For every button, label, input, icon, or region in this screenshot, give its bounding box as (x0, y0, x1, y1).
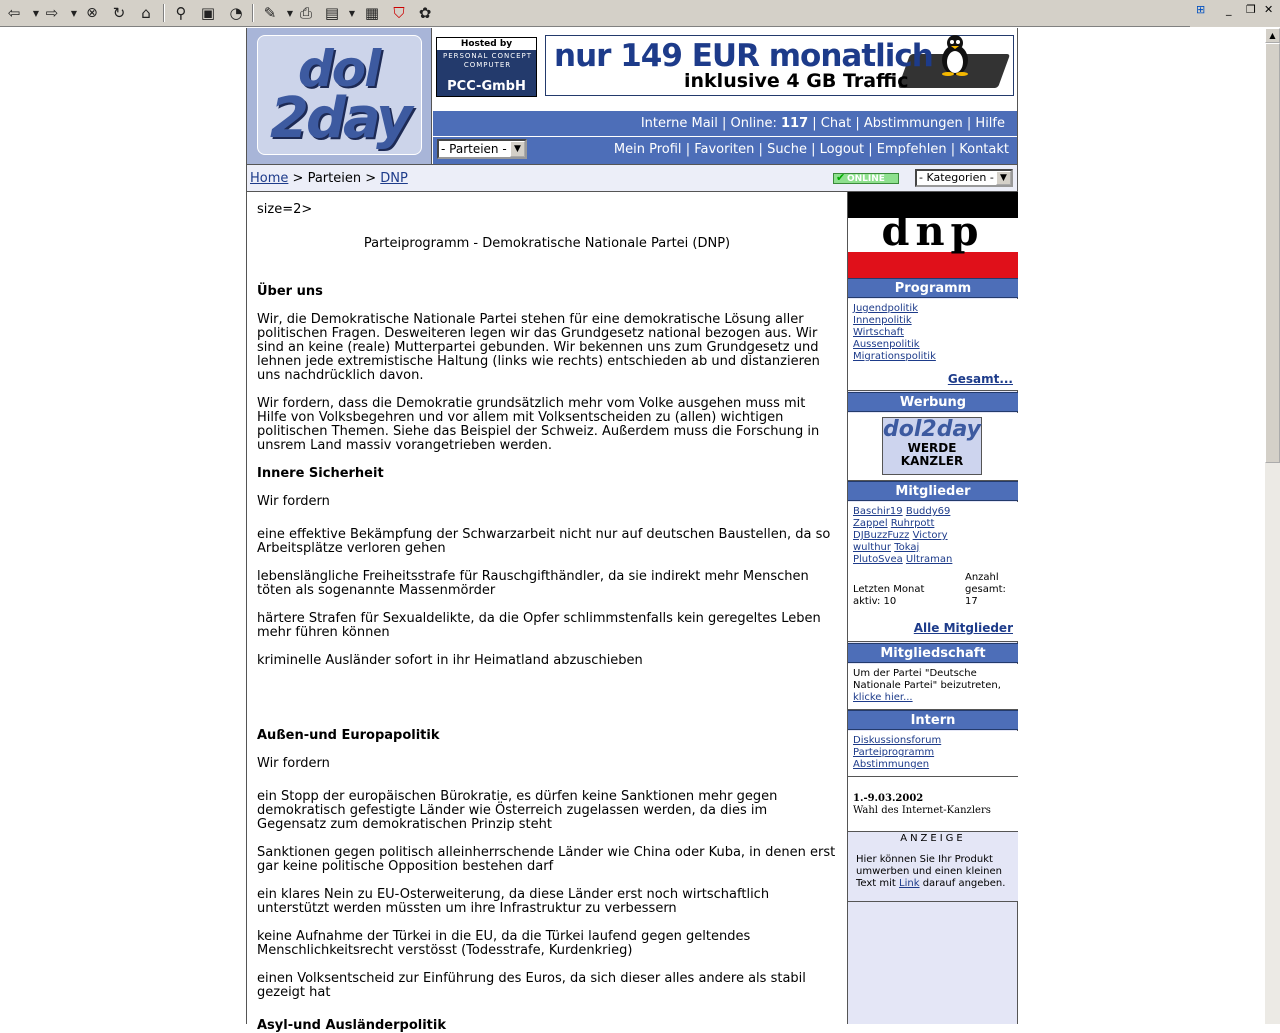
programm-link-migrationspolitik[interactable]: Migrationspolitik (853, 351, 936, 362)
close-icon[interactable]: ✕ (1264, 3, 1274, 16)
kategorien-select[interactable] (915, 169, 1013, 187)
list-item: lebenslängliche Freiheitsstrafe für Rauschgifthändler, da sie indirekt mehr Menschen töten als sogenannte Massenmörder (257, 569, 809, 598)
tasks-icon[interactable]: ▦ (364, 4, 380, 22)
paragraph: Wir fordern, dass die Demokratie grundsätzlich mehr vom Volke ausgehen muss mit Hilfe von Volksbegehren und vor allem mit Volksentscheiden zu (allen) wichtigen politischen Themen. Siehe das Beispiel der Schweiz. Außerdem muss die Forschung in unsrem Land massiv vorangetrieben werden. (257, 396, 820, 453)
member-total: Anzahl gesamt: 17 (965, 572, 1006, 607)
section-heading-innere-sicherheit: Innere Sicherheit (257, 466, 384, 481)
hosted-subtitle: PERSONAL CONCEPT COMPUTER (442, 52, 533, 69)
online-status-badge (833, 173, 899, 184)
section-heading-asylpolitik: Asyl-und Ausländerpolitik (257, 1018, 447, 1033)
scroll-thumb[interactable] (1265, 43, 1280, 463)
ad-text-1: WERDE (907, 441, 957, 455)
nav-hilfe[interactable]: Hilfe (975, 116, 1005, 131)
hosted-name: PCC-GmbH (447, 79, 526, 94)
member-link[interactable]: wulthur (853, 542, 892, 553)
top-nav: Interne Mail | Online: 117 | Chat | Abstimmungen | Hilfe (433, 110, 1017, 136)
member-link[interactable]: Victory (912, 530, 948, 541)
paragraph: Wir, die Demokratische Nationale Partei stehen für eine demokratische Lösung aller politischen Fragen. Desweiteren legen wir das Grundgesetz national bezogen aus. Wir sind an keine (reale) Mutterpartei gebunden. Wir bekennen uns zum Grundgesetz und lehnen jede extremistische Haltung (links wie rechts) entschieden ab und distanzieren uns nachdrücklich davon. (257, 312, 820, 383)
election-text: Wahl des Internet-Kanzlers (853, 805, 991, 816)
nav-logout[interactable]: Logout (819, 142, 865, 157)
bookmarks-icon[interactable]: ▣ (200, 4, 216, 22)
minimize-icon[interactable]: _ (1226, 3, 1232, 16)
security-icon[interactable]: ⛉ (393, 4, 405, 22)
list-item: ein klares Nein zu EU-Osterweiterung, da diese Länder erst noch wirtschaftlich unterstützt werden müssten um ihre Infrastruktur zu verbessern (257, 887, 770, 916)
page-title: Parteiprogramm - Demokratische Nationale Partei (DNP) (363, 236, 731, 251)
anzeige-heading: ANZEIGE (900, 833, 966, 844)
print-icon[interactable]: ⎙ (299, 4, 312, 22)
chevron-down-icon[interactable]: ▼ (996, 171, 1011, 185)
party-flag (848, 192, 1018, 278)
list-item: Sanktionen gegen politisch alleinherrschende Länder wie China oder Kuba, in denen erst gar keine politische Opposition bestehen darf (257, 845, 836, 874)
extension-icon[interactable]: ✿ (418, 4, 432, 22)
page (0, 28, 1265, 1033)
nav-empfehlen[interactable]: Empfehlen (876, 142, 947, 157)
banner-headline: nur 149 EUR monatlich (554, 38, 933, 74)
site-container (246, 28, 1018, 1033)
scrollbar[interactable] (1265, 28, 1280, 1024)
breadcrumb-dnp[interactable]: DNP (380, 171, 408, 186)
programm-link-wirtschaft[interactable]: Wirtschaft (853, 327, 904, 338)
raw-markup-text: size=2> (257, 202, 313, 217)
election-date: 1.-9.03.2002 (853, 793, 924, 804)
scroll-up-icon[interactable]: ▲ (1265, 28, 1280, 43)
werbung-box (848, 413, 1018, 481)
gesamt-link[interactable]: Gesamt... (947, 372, 1013, 386)
list-item: kriminelle Ausländer sofort in ihr Heimatland abzuschieben (257, 653, 643, 668)
werbung-heading: Werbung (848, 392, 1018, 412)
checkmark-icon: ✔ (836, 171, 846, 184)
windows-logo-icon: ⊞ (1196, 3, 1206, 16)
intern-link-parteiprogramm[interactable]: Parteiprogramm (853, 747, 935, 758)
alle-mitglieder-link[interactable]: Alle Mitglieder (913, 621, 1013, 635)
member-link[interactable]: PlutoSvea (853, 554, 903, 565)
intern-link-abstimmungen[interactable]: Abstimmungen (853, 759, 930, 770)
programm-link-aussenpolitik[interactable]: Aussenpolitik (853, 339, 920, 350)
programm-link-innenpolitik[interactable]: Innenpolitik (853, 315, 912, 326)
breadcrumb: Home > Parteien > DNP ✔ ONLINE - Kategorien - ▼ (247, 164, 1017, 192)
programm-heading: Programm (848, 278, 1018, 298)
join-link[interactable]: klicke hier... (853, 692, 913, 703)
member-link[interactable]: Ruhrpott (890, 518, 935, 529)
page-dropdown-icon[interactable]: ▼ (348, 8, 356, 18)
nav-kontakt[interactable]: Kontakt (959, 142, 1009, 157)
list-item: einen Volksentscheid zur Einführung des Euros, da sich dieser alles andere als stabil gezeigt hat (257, 971, 806, 1000)
logo-text-2: 2day (270, 86, 410, 151)
anzeige-text: Hier können Sie Ihr Produkt umwerben und einen kleinen Text mit (856, 854, 1003, 889)
election-box (848, 777, 1018, 832)
forward-icon[interactable]: ⇨ (45, 4, 59, 22)
nav-mein-profil[interactable]: Mein Profil (613, 142, 682, 157)
logo-area (247, 28, 432, 164)
section-heading-ueber-uns: Über uns (257, 284, 323, 299)
intern-link-diskussionsforum[interactable]: Diskussionsforum (853, 735, 942, 746)
list-item: keine Aufnahme der Türkei in die EU, da die Türkei laufend gegen geltendes Menschlichkeitsrecht verstösst (Todesstrafe, Kurdenkrieg) (257, 929, 751, 958)
programm-box (848, 299, 1018, 391)
mitglieder-box (848, 502, 1018, 642)
mitglieder-heading: Mitglieder (848, 481, 1018, 501)
nav-chat[interactable]: Chat (820, 116, 852, 131)
browser-toolbar (0, 0, 1280, 27)
home-icon[interactable]: ⌂ (141, 4, 151, 22)
nav-interne-mail[interactable]: Interne Mail (640, 116, 718, 131)
section-heading-aussenpolitik: Außen-und Europapolitik (257, 728, 440, 743)
mitgliedschaft-heading: Mitgliedschaft (848, 643, 1018, 663)
hosted-title: Hosted by (437, 38, 536, 50)
sidebar (847, 192, 1017, 1024)
restore-icon[interactable]: ❐ (1246, 3, 1256, 16)
kanzler-ad-button[interactable] (882, 417, 982, 475)
edit-dropdown-icon[interactable]: ▼ (286, 8, 294, 18)
member-link[interactable]: Tokaj (894, 542, 920, 553)
party-flag-text: dnp (881, 208, 985, 255)
anzeige-link[interactable]: Link (899, 878, 920, 889)
member-link[interactable]: Zappel (853, 518, 888, 529)
active-last-month: Letzten Monat aktiv: 10 (853, 584, 925, 607)
nav-suche[interactable]: Suche (767, 142, 807, 157)
window-controls (1190, 0, 1280, 27)
list-item: eine effektive Bekämpfung der Schwarzarbeit nicht nur auf deutschen Baustellen, da so Arbeitsplätze verloren gehen (257, 527, 831, 556)
online-badge-text: ONLINE (847, 174, 885, 184)
chevron-down-icon[interactable]: ▼ (510, 141, 525, 157)
user-nav: Mein Profil | Favoriten | Suche | Logout | Empfehlen | Kontakt (433, 136, 1017, 164)
tux-penguin-icon (938, 34, 972, 76)
page-icon[interactable]: ▤ (324, 4, 340, 22)
dol2day-logo[interactable] (257, 35, 422, 155)
ad-text-2: KANZLER (900, 454, 964, 468)
member-link[interactable]: Baschir19 (853, 506, 903, 517)
online-count: 117 (781, 116, 809, 131)
logo-text-1: dol (298, 40, 380, 98)
parteien-select[interactable] (437, 139, 527, 159)
main-content (257, 200, 837, 1033)
anzeige-box (848, 832, 1018, 902)
reload-icon[interactable]: ↻ (112, 4, 126, 22)
edit-icon[interactable]: ✎ (263, 4, 277, 22)
back-icon[interactable]: ⇦ (7, 4, 21, 22)
member-link[interactable]: DJBuzzFuzz (853, 530, 910, 541)
online-label: Online: (730, 116, 777, 131)
forward-dropdown-icon[interactable]: ▼ (70, 8, 78, 18)
parteien-select-value: - Parteien - (441, 142, 507, 156)
back-dropdown-icon[interactable]: ▼ (32, 8, 40, 18)
member-link[interactable]: Buddy69 (905, 506, 951, 517)
intern-box (848, 731, 1018, 777)
history-icon[interactable]: ◔ (229, 4, 243, 22)
breadcrumb-home[interactable]: Home (250, 171, 289, 186)
ad-logo-text: dol2day (883, 417, 981, 442)
banner-subline: inklusive 4 GB Traffic (684, 70, 909, 92)
search-icon[interactable]: ⚲ (175, 4, 187, 22)
anzeige-text: darauf angeben. (922, 878, 1006, 889)
intern-heading: Intern (848, 710, 1018, 730)
hosted-by-logo[interactable] (436, 37, 537, 97)
paragraph: Wir fordern (257, 494, 330, 509)
programm-link-jugendpolitik[interactable]: Jugendpolitik (853, 303, 918, 314)
list-item: härtere Strafen für Sexualdelikte, da die Opfer schlimmstenfalls kein geregeltes Leben mehr führen können (257, 611, 821, 640)
paragraph: Wir fordern (257, 756, 330, 771)
mitgliedschaft-box (848, 664, 1018, 710)
member-link[interactable]: Ultraman (905, 554, 953, 565)
mitgliedschaft-text: Um der Partei "Deutsche Nationale Partei" beizutreten, (853, 668, 1001, 691)
stop-icon[interactable]: ⊗ (86, 5, 98, 21)
list-item: ein Stopp der europäischen Bürokratie, es dürfen keine Sanktionen mehr gegen demokratisch gefestigte Länder wie Österreich zugelassen werden, da dies im Gegensatz zum demokratischen Prinzip steht (257, 789, 778, 832)
kategorien-select-value: - Kategorien - (919, 171, 994, 184)
ad-banner[interactable] (545, 35, 1014, 96)
nav-favoriten[interactable]: Favoriten (694, 142, 755, 157)
nav-abstimmungen[interactable]: Abstimmungen (863, 116, 963, 131)
breadcrumb-parteien: Parteien (307, 171, 362, 186)
